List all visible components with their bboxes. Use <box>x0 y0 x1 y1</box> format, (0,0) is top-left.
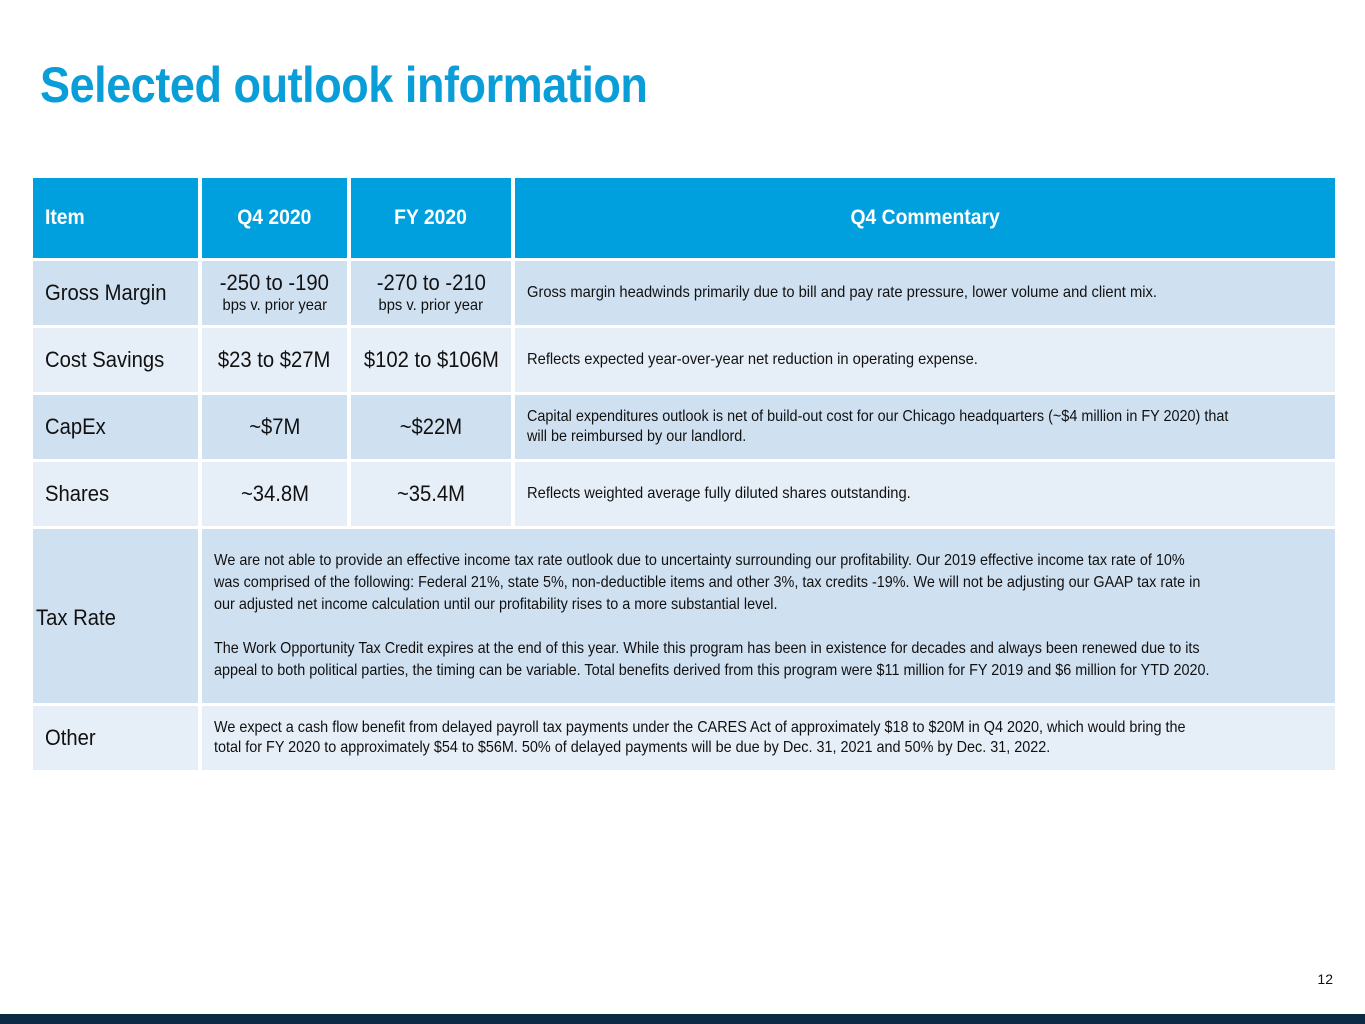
fy-unit: bps v. prior year <box>378 297 484 314</box>
commentary-text: We expect a cash flow benefit from delayed payroll tax payments under the CARES Act of approximately $18 to $20M in Q4 2020, which would bring the total for FY 2020 to approximately $54 to $56M. 50% of delayed payments will be due by Dec. 31, 2021 and 50% by Dec. 31, 2022. <box>214 719 1186 756</box>
cell-fy-cost-savings <box>351 328 511 392</box>
table-row-cost-savings <box>33 328 198 392</box>
cell-q4-capex <box>202 395 347 459</box>
commentary-text: Reflects weighted average fully diluted shares outstanding. <box>527 485 911 502</box>
cell-fy-capex <box>351 395 511 459</box>
q4-value: ~$7M <box>248 414 301 439</box>
fy-value: -270 to -210 <box>376 270 486 295</box>
cell-q4-cost-savings <box>202 328 347 392</box>
cell-commentary-shares <box>515 462 1335 526</box>
cell-q4-gross-margin <box>202 261 347 325</box>
q4-value: $23 to $27M <box>218 347 331 372</box>
commentary-text: We are not able to provide an effective income tax rate outlook due to uncertainty surrounding our profitability. Our 2019 effective income tax rate of 10% was comprised of the following: Federal 21%, state 5%, non-deductible items and other 3%, tax credits -19%. We will not be adjusting our GAAP tax rate in our adjusted net income calculation until our profitability rises to a more substantial level. <box>214 552 1201 613</box>
header-commentary <box>515 178 1335 258</box>
header-item <box>33 178 198 258</box>
header-commentary-label: Q4 Commentary <box>850 206 1000 229</box>
row-item-label: CapEx <box>45 414 106 439</box>
header-q4-label: Q4 2020 <box>237 206 312 229</box>
cell-commentary-tax-rate <box>202 529 1335 703</box>
row-item-label: Cost Savings <box>45 347 165 372</box>
cell-commentary-cost-savings <box>515 328 1335 392</box>
cell-fy-shares <box>351 462 511 526</box>
cell-commentary-gross-margin <box>515 261 1335 325</box>
cell-fy-gross-margin <box>351 261 511 325</box>
table-row-gross-margin <box>33 261 198 325</box>
footer-bar <box>0 1014 1365 1024</box>
cell-q4-shares <box>202 462 347 526</box>
header-item-label: Item <box>45 206 85 229</box>
header-fy <box>351 178 511 258</box>
commentary-text: The Work Opportunity Tax Credit expires at the end of this year. While this program has been in existence for decades and always been renewed due to its appeal to both political parties, the timing can be variable. Total benefits derived from this program were $11 million for FY 2019 and $6 million for YTD 2020. <box>214 640 1210 679</box>
commentary-text: Gross margin headwinds primarily due to bill and pay rate pressure, lower volume and client mix. <box>527 284 1157 301</box>
row-item-label: Other <box>45 725 96 750</box>
fy-value: ~35.4M <box>396 481 466 506</box>
page-number: 12 <box>1317 971 1333 987</box>
page-title: Selected outlook information <box>40 57 648 113</box>
header-fy-label: FY 2020 <box>394 206 468 229</box>
row-item-label: Tax Rate <box>36 605 116 630</box>
commentary-text: Reflects expected year-over-year net reduction in operating expense. <box>527 351 978 368</box>
row-item-label: Shares <box>45 481 110 506</box>
header-q4 <box>202 178 347 258</box>
q4-unit: bps v. prior year <box>222 297 327 314</box>
commentary-text: Capital expenditures outlook is net of build-out cost for our Chicago headquarters (~$4 million in FY 2020) that will be reimbursed by our landlord. <box>527 408 1229 445</box>
row-item-label: Gross Margin <box>45 280 167 305</box>
table-row-other <box>33 706 198 770</box>
table-row-capex <box>33 395 198 459</box>
table-row-shares <box>33 462 198 526</box>
cell-commentary-other <box>202 706 1335 770</box>
q4-value: ~34.8M <box>240 481 309 506</box>
fy-value: $102 to $106M <box>363 347 499 372</box>
cell-commentary-capex <box>515 395 1335 459</box>
table-row-tax-rate <box>33 529 198 703</box>
fy-value: ~$22M <box>399 414 463 439</box>
q4-value: -250 to -190 <box>219 270 330 295</box>
